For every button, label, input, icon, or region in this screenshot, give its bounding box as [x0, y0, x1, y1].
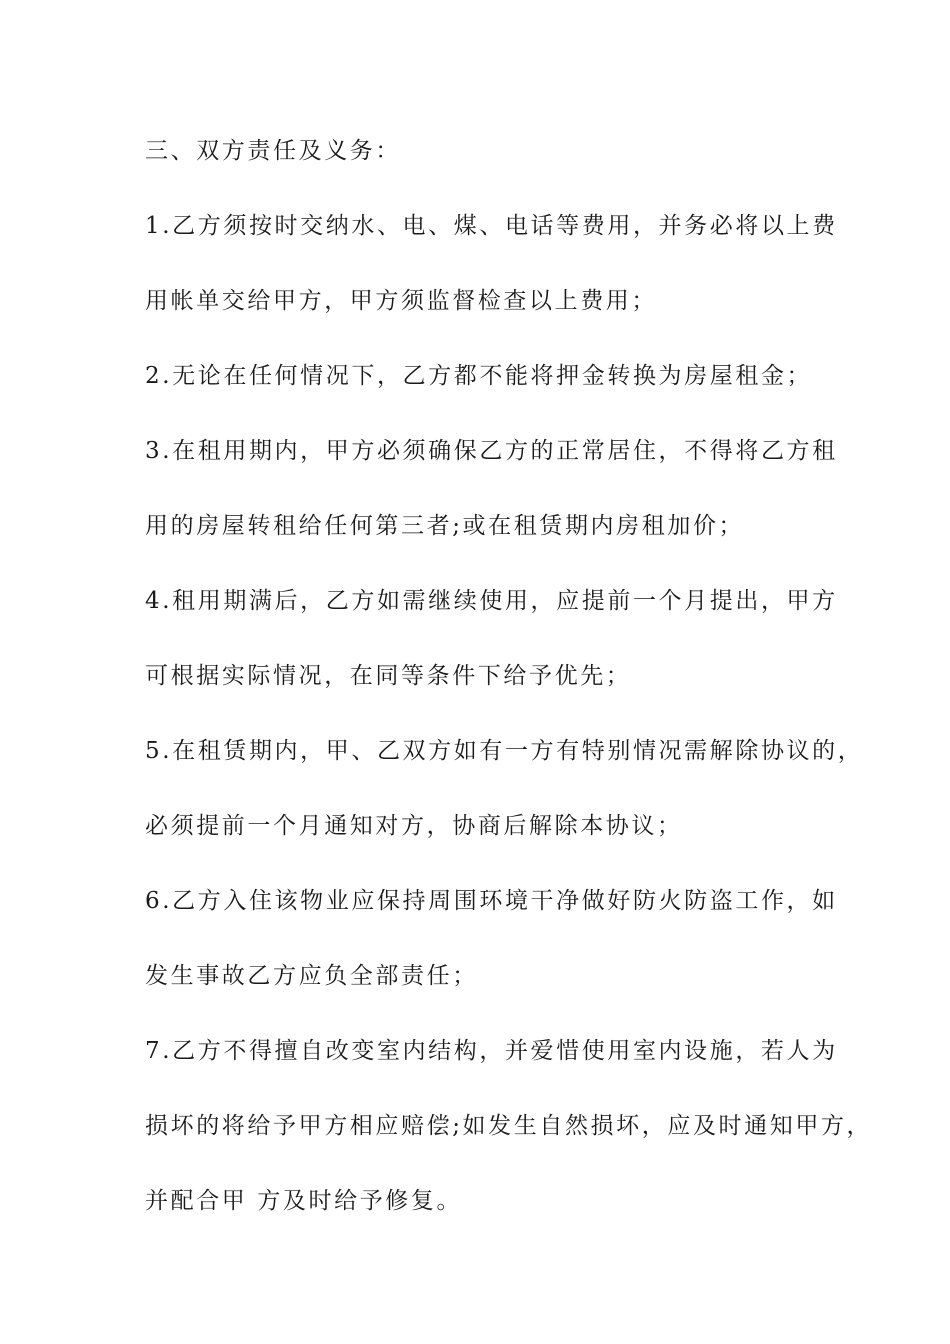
paragraph-line: 7.乙方不得擅自改变室内结构，并爱惜使用室内设施，若人为	[145, 1038, 838, 1064]
paragraph-line: 6.乙方入住该物业应保持周围环境干净做好防火防盗工作，如	[145, 888, 838, 914]
section-heading: 三、双方责任及义务：	[145, 138, 401, 164]
paragraph-line: 损坏的将给予甲方相应赔偿;如发生自然损坏，应及时通知甲方，	[145, 1113, 873, 1139]
paragraph-line: 发生事故乙方应负全部责任；	[145, 963, 478, 989]
paragraph-line: 可根据实际情况，在同等条件下给予优先；	[145, 663, 632, 689]
paragraph-line: 1.乙方须按时交纳水、电、煤、电话等费用，并务必将以上费	[145, 213, 838, 239]
paragraph-line: 用的房屋转租给任何第三者;或在租赁期内房租加价；	[145, 513, 745, 539]
paragraph-line: 3.在租用期内，甲方必须确保乙方的正常居住，不得将乙方租	[145, 438, 838, 464]
paragraph-line: 用帐单交给甲方，甲方须监督检查以上费用；	[145, 288, 657, 314]
paragraph-line: 2.无论在任何情况下，乙方都不能将押金转换为房屋租金；	[145, 363, 813, 389]
paragraph-line: 4.租用期满后，乙方如需继续使用，应提前一个月提出，甲方	[145, 588, 838, 614]
paragraph-line: 必须提前一个月通知对方，协商后解除本协议；	[145, 813, 683, 839]
paragraph-line: 并配合甲 方及时给予修复。	[145, 1188, 463, 1214]
paragraph-line: 5.在租赁期内，甲、乙双方如有一方有特别情况需解除协议的，	[145, 738, 864, 764]
